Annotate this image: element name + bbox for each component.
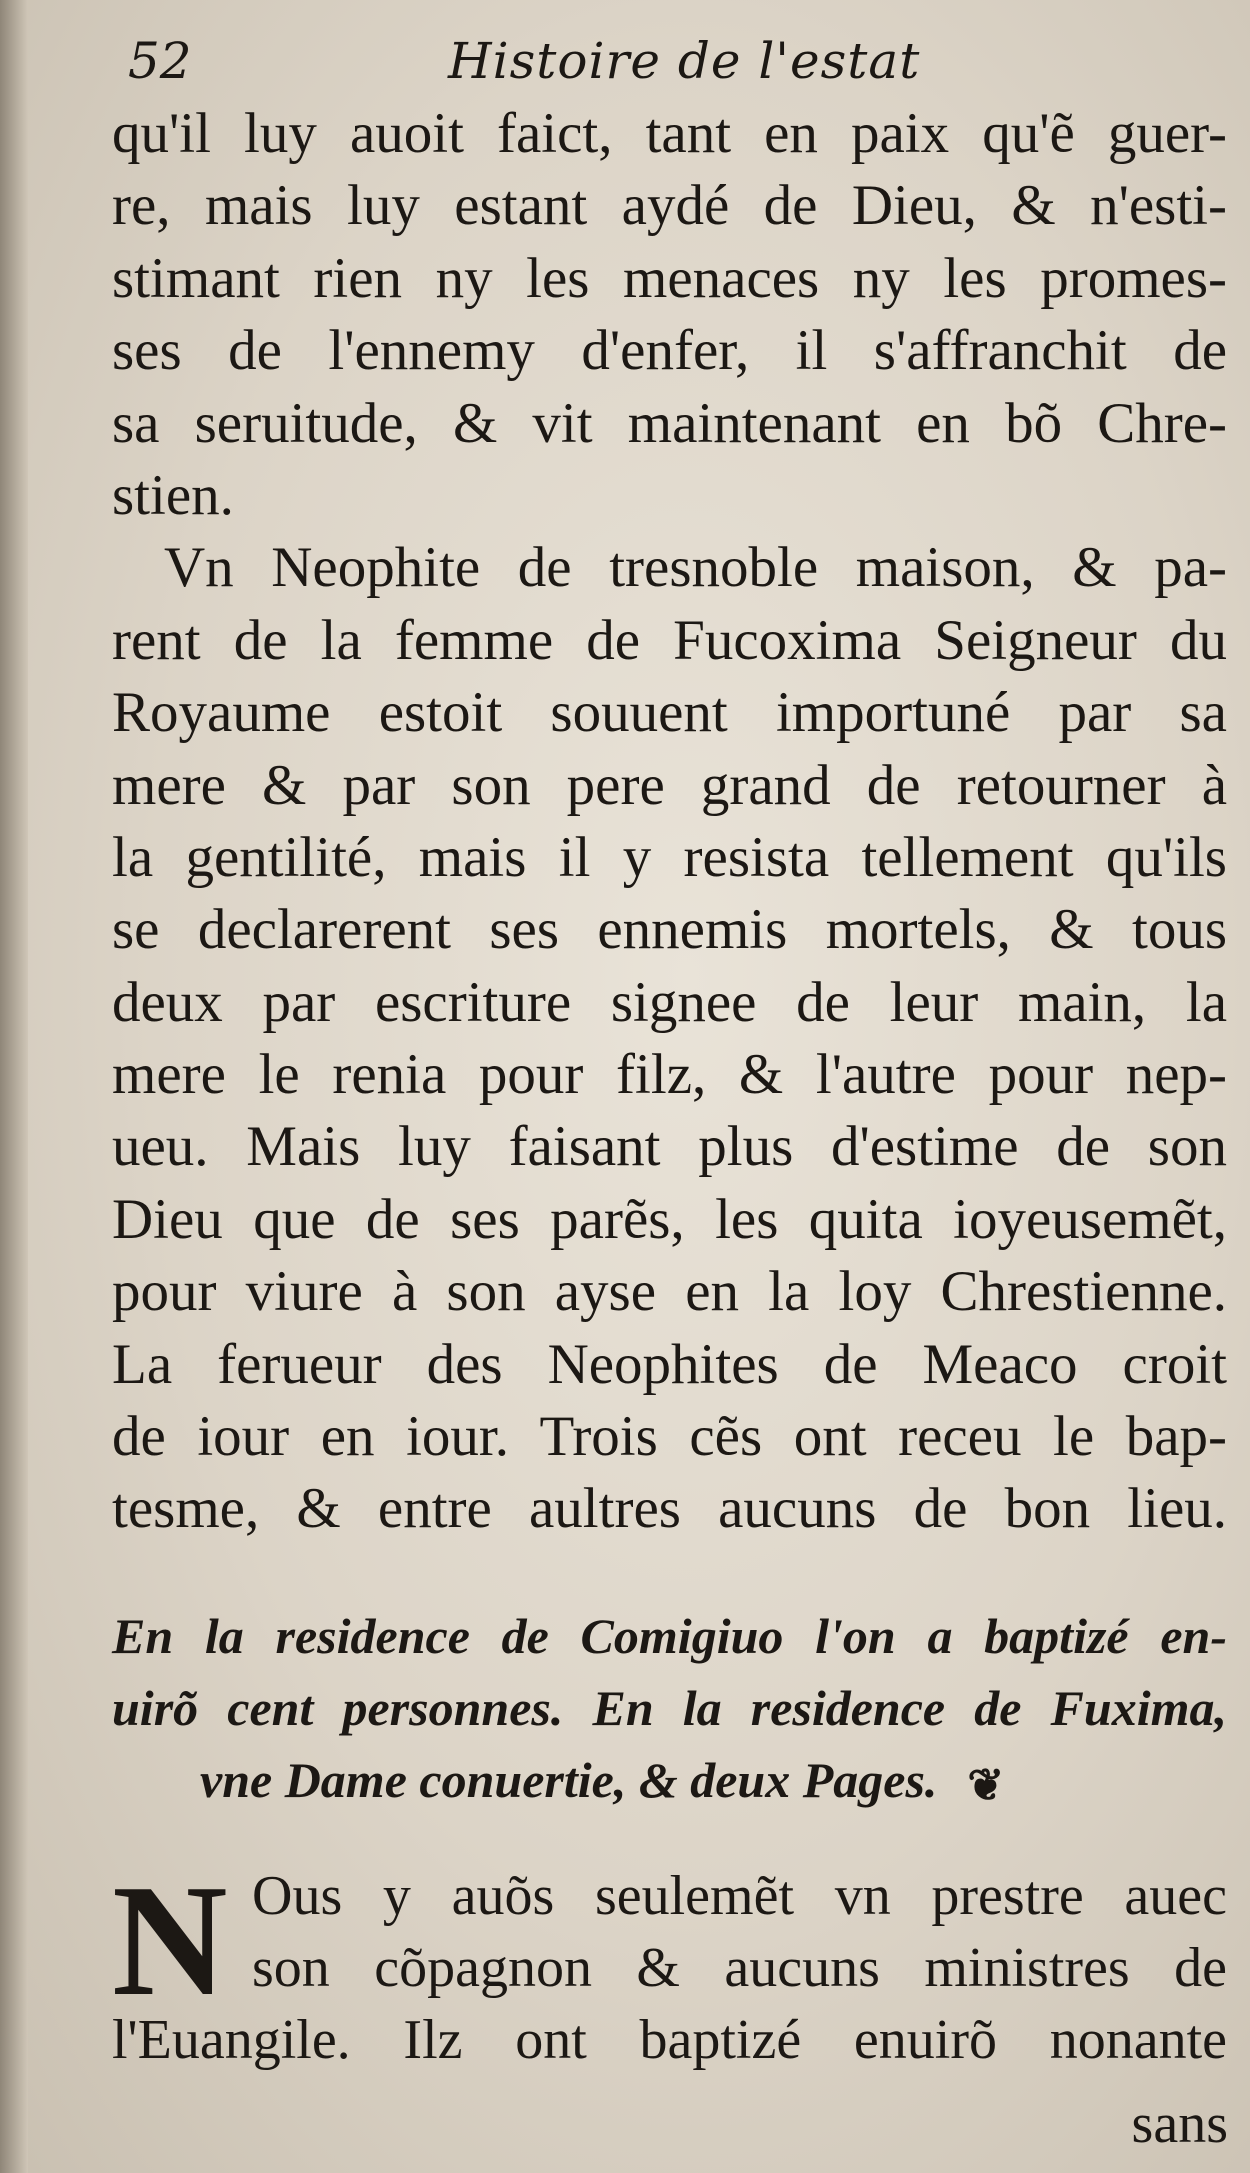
italic-line-final	[112, 1744, 1227, 1816]
text-line: deux par escriture signee de leur main, la	[112, 970, 1227, 1034]
page-number: 52	[128, 32, 192, 90]
text-line: rent de la femme de Fucoxima Seigneur du	[112, 608, 1227, 672]
text-line: la gentilité, mais il y resista tellement qu'ils	[112, 825, 1227, 889]
fleuron-ornament-icon: ❦	[967, 1760, 1005, 1810]
text-line: Dieu que de ses parẽs, les quita ioyeusemẽt,	[112, 1187, 1227, 1251]
text-line: qu'il luy auoit faict, tant en paix qu'ẽ guer-	[112, 102, 1227, 165]
running-title: Histoire de l'estat	[448, 32, 921, 90]
text-line: mere le renia pour filz, & l'autre pour nep-	[112, 1043, 1227, 1107]
text-line: Ous y auõs seulemẽt vn prestre auec	[252, 1865, 1227, 1927]
page-gutter-shadow	[0, 0, 28, 2173]
text-line: stien.	[112, 463, 234, 527]
section-summary-italic	[112, 1600, 1227, 1816]
running-head	[128, 22, 1238, 92]
main-text-block	[112, 98, 1227, 1546]
italic-line-text: vne Dame conuertie, & deux Pages.	[200, 1752, 938, 1808]
new-section	[112, 1851, 1227, 2076]
text-line: La ferueur des Neophites de Meaco croit	[112, 1332, 1227, 1396]
text-line: re, mais luy estant aydé de Dieu, & n'esti-	[112, 174, 1227, 238]
text-line: Royaume estoit souuent importuné par sa	[112, 681, 1227, 745]
text-line: stimant rien ny les menaces ny les promes-	[112, 246, 1227, 310]
paragraph-start-line: Vn Neophite de tresnoble maison, & pa-	[164, 536, 1227, 600]
text-line: de iour en iour. Trois cẽs ont receu le bap-	[112, 1405, 1227, 1469]
text-line: ueu. Mais luy faisant plus d'estime de son	[112, 1115, 1227, 1179]
text-line: pour viure à son ayse en la loy Chrestienne.	[112, 1260, 1227, 1324]
italic-line: En la residence de Comigiuo l'on a baptizé en-	[112, 1608, 1227, 1664]
text-line: l'Euangile. Ilz ont baptizé enuirõ nonante	[112, 2009, 1227, 2071]
text-line: sa seruitude, & vit maintenant en bõ Chre-	[112, 391, 1227, 455]
italic-line: uirõ cent personnes. En la residence de Fuxima,	[112, 1680, 1227, 1736]
catchword: sans	[1131, 2093, 1228, 2155]
text-line: se declarerent ses ennemis mortels, & tous	[112, 898, 1227, 962]
text-line: son cõpagnon & aucuns ministres de	[252, 1937, 1227, 1999]
text-line: ses de l'ennemy d'enfer, il s'affranchit de	[112, 319, 1227, 383]
drop-cap-initial: N	[112, 1851, 228, 2029]
text-line: tesme, & entre aultres aucuns de bon lieu.	[112, 1477, 1227, 1541]
text-line: mere & par son pere grand de retourner à	[112, 753, 1227, 817]
